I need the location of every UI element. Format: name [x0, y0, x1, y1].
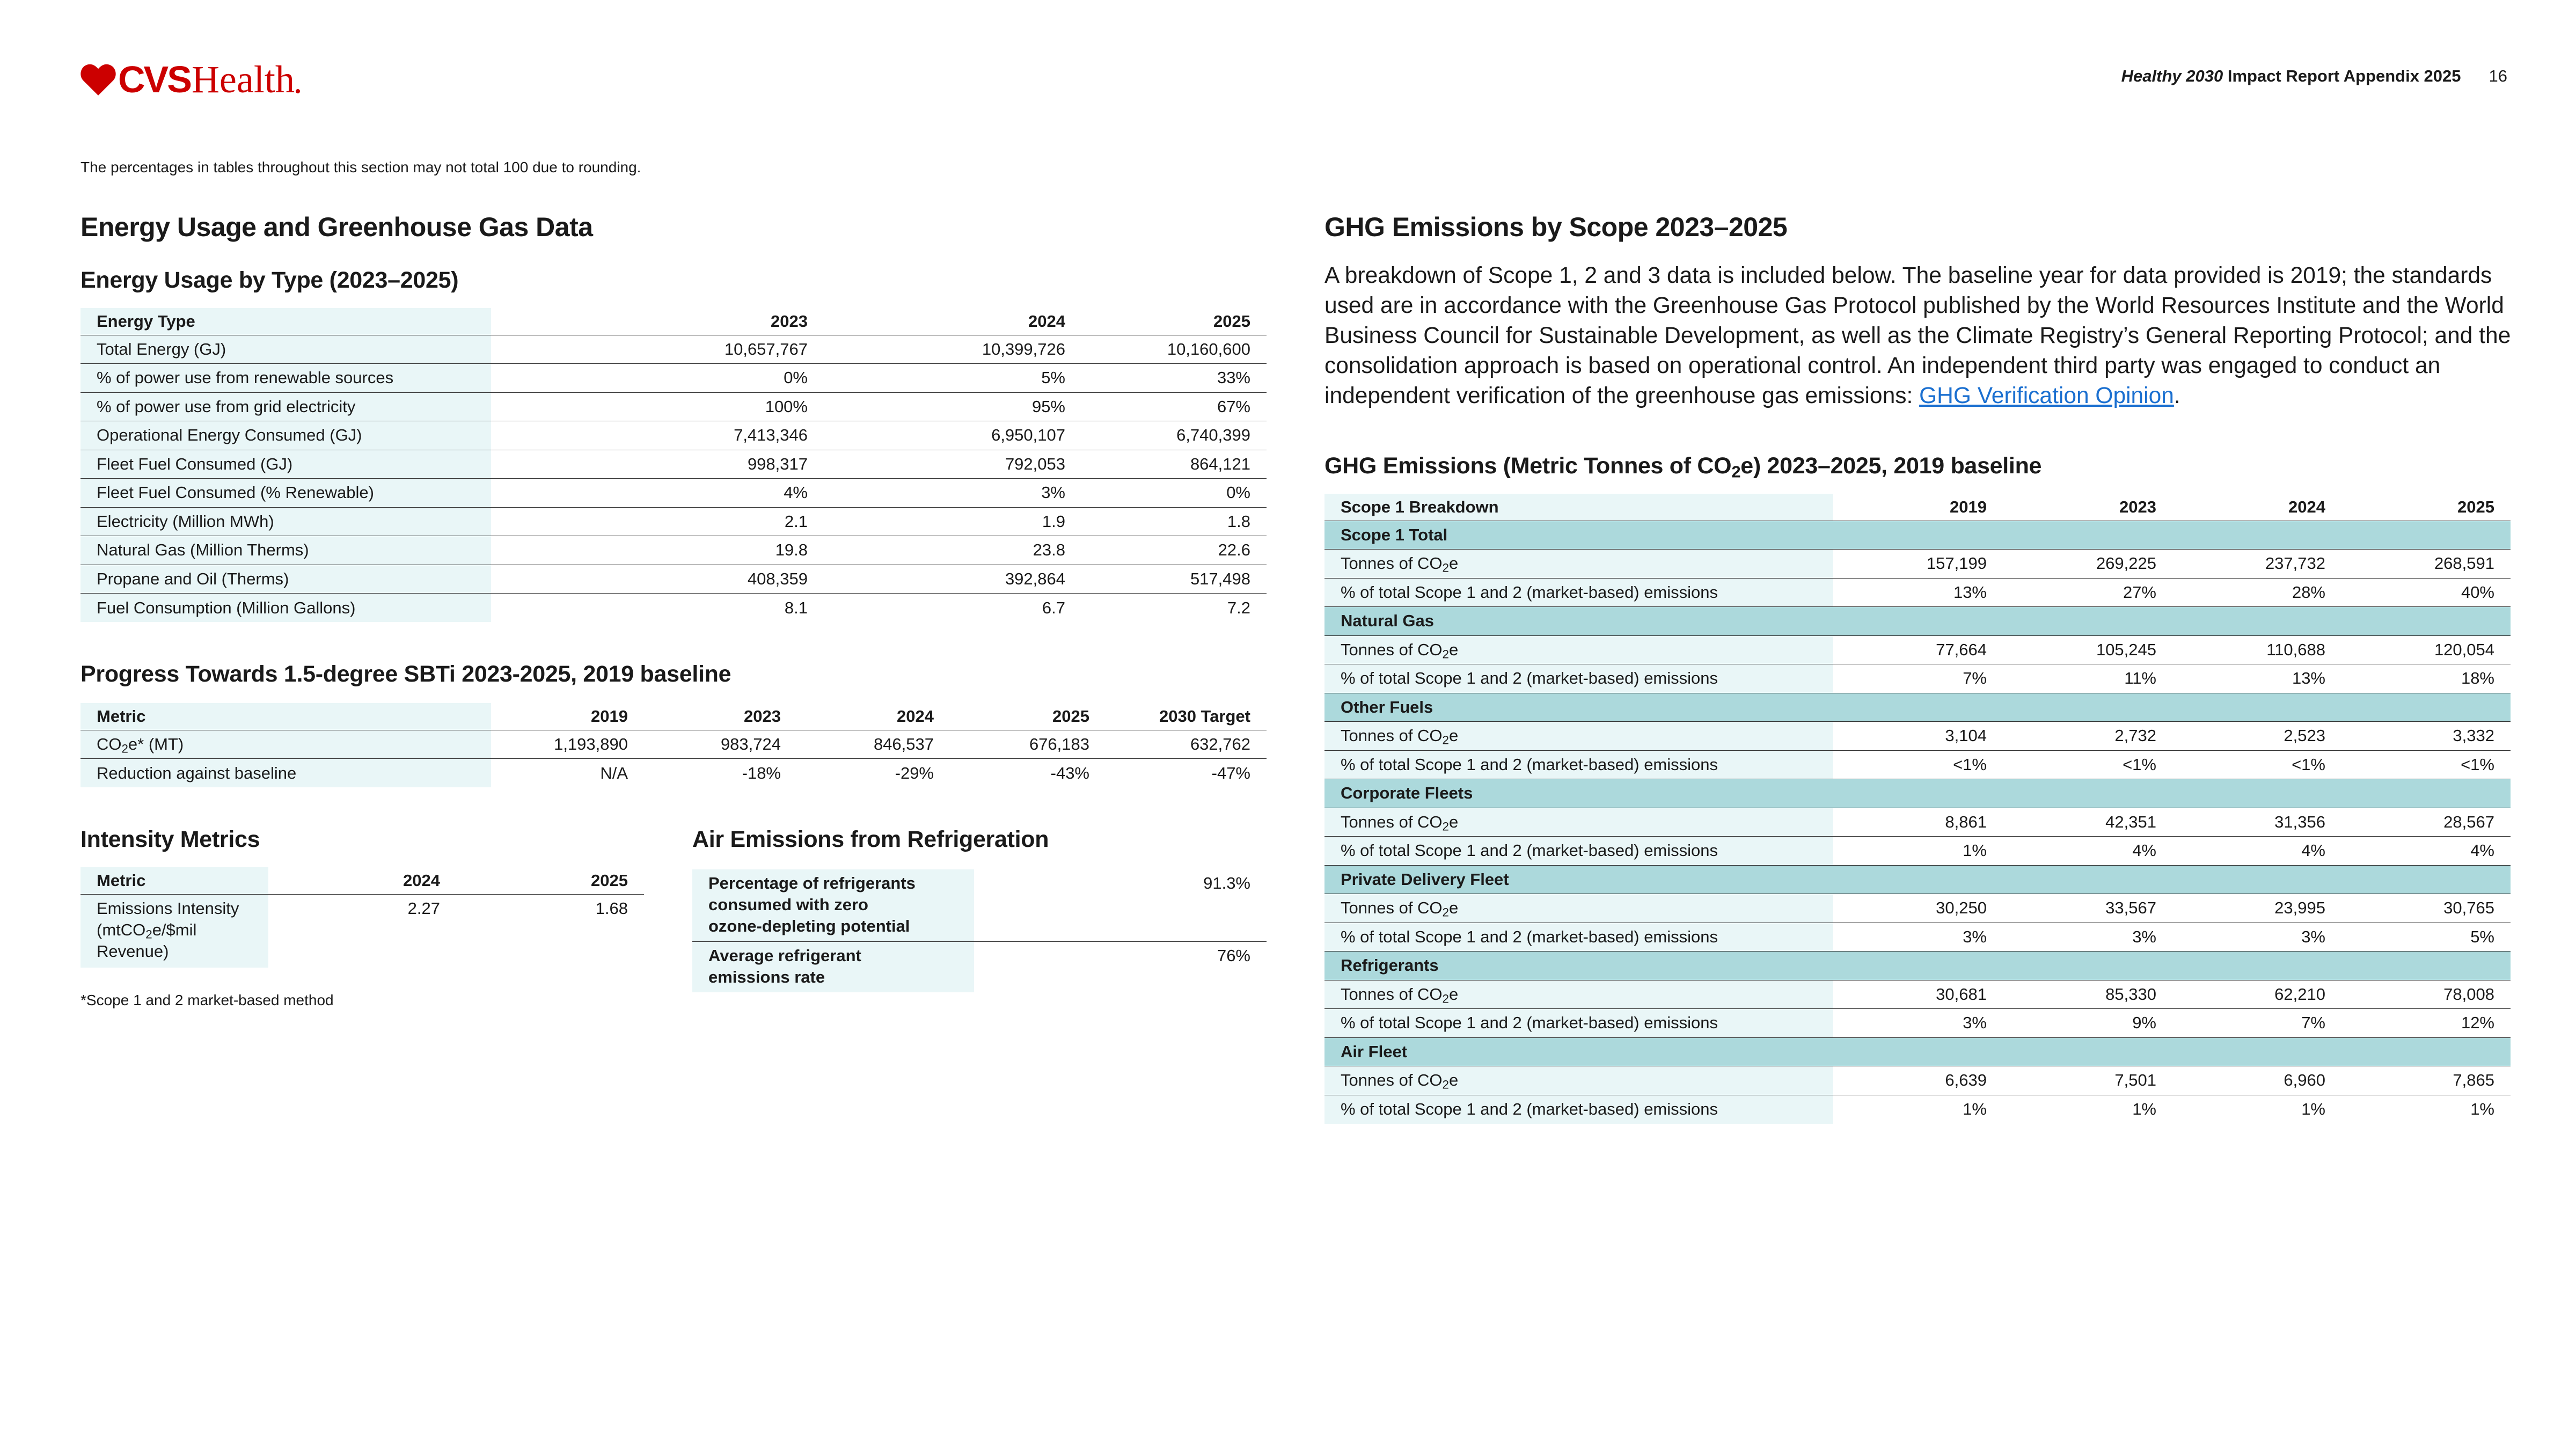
- report-title: [2121, 67, 2461, 86]
- label-part: e* (MT): [128, 734, 184, 753]
- ghg-description: [1324, 261, 2514, 411]
- label-part: Tonnes of CO: [1341, 1071, 1443, 1090]
- table-cell: 1%: [2003, 1095, 2172, 1124]
- table-cell: 4%: [2172, 837, 2341, 866]
- table-row: [80, 335, 1267, 364]
- table-cell: 76%: [974, 942, 1267, 993]
- table-cell: 110,688: [2172, 635, 2341, 664]
- section-label: Private Delivery Fleet: [1324, 865, 2511, 894]
- row-label: % of total Scope 1 and 2 (market-based) emissions: [1324, 578, 1833, 607]
- table-cell: 3%: [1833, 1009, 2003, 1038]
- table-cell: 632,762: [1106, 730, 1267, 759]
- table-cell: 269,225: [2003, 550, 2172, 579]
- energy-usage-table: [80, 308, 1267, 622]
- table-row: [1324, 1066, 2511, 1095]
- row-label: Operational Energy Consumed (GJ): [80, 421, 491, 450]
- row-label: [692, 942, 974, 993]
- refrigeration-title: Air Emissions from Refrigeration: [692, 826, 1049, 852]
- row-label: [1324, 980, 1833, 1009]
- table-row: [80, 392, 1267, 421]
- title-part: GHG Emissions (Metric Tonnes of CO: [1324, 453, 1732, 479]
- table-cell: 31,356: [2172, 808, 2341, 837]
- subscript: 2: [1442, 733, 1449, 747]
- subscript: 2: [1442, 647, 1449, 661]
- row-label: % of total Scope 1 and 2 (market-based) emissions: [1324, 837, 1833, 866]
- table-cell: <1%: [2003, 750, 2172, 779]
- table-cell: 7%: [1833, 664, 2003, 693]
- label-part: Emissions Intensity: [97, 898, 239, 918]
- table-cell: 120,054: [2341, 635, 2511, 664]
- table-row: [80, 536, 1267, 565]
- table-cell: 8.1: [491, 594, 824, 623]
- table-cell: <1%: [2172, 750, 2341, 779]
- subscript: 2: [1442, 819, 1449, 833]
- table-cell: 100%: [491, 392, 824, 421]
- table-cell: 0%: [1081, 479, 1267, 508]
- subscript: 2: [1442, 561, 1449, 575]
- table-cell: 517,498: [1081, 565, 1267, 594]
- description-text: A breakdown of Scope 1, 2 and 3 data is included below. The baseline year for data provided is 2019; the standards used are in accordance with the Greenhouse Gas Protocol published by the World Resources Institute and the World Business Council for Sustainable Development, as well as the Climate Registry’s General Reporting Protocol; and the consolidation approach is based on operational control. An independent third party was engaged to conduct an independent verification of the greenhouse gas emissions:: [1324, 263, 2511, 408]
- section-row: [1324, 1037, 2511, 1066]
- table-cell: 23.8: [824, 536, 1081, 565]
- logo-dot: [296, 89, 300, 93]
- table-row: [80, 730, 1267, 759]
- section-row: [1324, 779, 2511, 808]
- report-header: [2121, 67, 2507, 86]
- row-label: Propane and Oil (Therms): [80, 565, 491, 594]
- section-label: Refrigerants: [1324, 952, 2511, 980]
- logo-cvs-text: CVS: [118, 58, 191, 100]
- table-cell: 13%: [1833, 578, 2003, 607]
- section-row: [1324, 952, 2511, 980]
- section-title-energy-ghg: Energy Usage and Greenhouse Gas Data: [80, 212, 593, 242]
- table-cell: 3%: [1833, 923, 2003, 952]
- table-cell: 33%: [1081, 364, 1267, 393]
- table-row: [1324, 837, 2511, 866]
- table-cell: 85,330: [2003, 980, 2172, 1009]
- sbti-progress-title: Progress Towards 1.5-degree SBTi 2023-2025, 2019 baseline: [80, 661, 731, 687]
- refrigeration-table: [692, 869, 1267, 992]
- table-cell: 10,160,600: [1081, 335, 1267, 364]
- table-cell: 157,199: [1833, 550, 2003, 579]
- row-label: % of total Scope 1 and 2 (market-based) emissions: [1324, 923, 1833, 952]
- table-cell: 28,567: [2341, 808, 2511, 837]
- table-cell: 6,740,399: [1081, 421, 1267, 450]
- label-part: e: [1448, 640, 1459, 659]
- row-label: [1324, 808, 1833, 837]
- table-cell: 3%: [2172, 923, 2341, 952]
- table-cell: -43%: [950, 759, 1106, 788]
- table-header-row: [80, 703, 1267, 730]
- sbti-progress-table: [80, 703, 1267, 787]
- rounding-note: The percentages in tables throughout this section may not total 100 due to rounding.: [80, 159, 641, 175]
- row-label: [1324, 722, 1833, 751]
- table-cell: 10,399,726: [824, 335, 1081, 364]
- label-part: e: [1448, 554, 1459, 573]
- table-cell: 1.9: [824, 507, 1081, 536]
- column-header: 2019: [1950, 497, 1987, 516]
- table-header-row: [80, 867, 644, 894]
- table-cell: 0%: [491, 364, 824, 393]
- table-cell: 27%: [2003, 578, 2172, 607]
- table-cell: 67%: [1081, 392, 1267, 421]
- table-header-row: [80, 308, 1267, 335]
- table-cell: 676,183: [950, 730, 1106, 759]
- row-label: Reduction against baseline: [80, 759, 491, 788]
- section-row: [1324, 865, 2511, 894]
- row-label: [1324, 1066, 1833, 1095]
- table-cell: 2.27: [268, 894, 456, 968]
- table-cell: 2,523: [2172, 722, 2341, 751]
- label-part: e/$mil: [152, 920, 197, 939]
- column-header: 2025: [1213, 311, 1250, 331]
- table-cell: 1%: [1833, 1095, 2003, 1124]
- table-cell: 1%: [2341, 1095, 2511, 1124]
- table-row: [80, 450, 1267, 479]
- row-label: [80, 730, 491, 759]
- column-header: 2023: [771, 311, 808, 331]
- table-row: [1324, 1009, 2511, 1038]
- column-header: 2024: [897, 706, 934, 726]
- column-header: 2025: [591, 870, 628, 890]
- table-row: [80, 479, 1267, 508]
- section-label: Natural Gas: [1324, 607, 2511, 636]
- table-cell: 2.1: [491, 507, 824, 536]
- table-cell: 19.8: [491, 536, 824, 565]
- table-cell: 33,567: [2003, 894, 2172, 923]
- column-header: Scope 1 Breakdown: [1324, 494, 1833, 521]
- section-label: Corporate Fleets: [1324, 779, 2511, 808]
- subscript: 2: [1731, 462, 1741, 481]
- table-row: [1324, 980, 2511, 1009]
- table-header-row: [1324, 494, 2511, 521]
- table-cell: 8,861: [1833, 808, 2003, 837]
- table-row: [1324, 808, 2511, 837]
- table-cell: 95%: [824, 392, 1081, 421]
- column-header: 2023: [2119, 497, 2156, 516]
- table-cell: 30,250: [1833, 894, 2003, 923]
- table-row: [1324, 578, 2511, 607]
- table-row: [1324, 750, 2511, 779]
- table-cell: 30,681: [1833, 980, 2003, 1009]
- table-cell: 983,724: [644, 730, 797, 759]
- row-label: Fuel Consumption (Million Gallons): [80, 594, 491, 623]
- table-row: [1324, 635, 2511, 664]
- row-label: Fleet Fuel Consumed (% Renewable): [80, 479, 491, 508]
- table-row: [692, 869, 1267, 942]
- section-label: Scope 1 Total: [1324, 521, 2511, 550]
- subscript: 2: [1442, 905, 1449, 919]
- table-cell: 5%: [2341, 923, 2511, 952]
- table-cell: 268,591: [2341, 550, 2511, 579]
- table-row: [1324, 550, 2511, 579]
- table-cell: 78,008: [2341, 980, 2511, 1009]
- table-cell: 11%: [2003, 664, 2172, 693]
- column-header: Metric: [80, 703, 491, 730]
- table-cell: 2,732: [2003, 722, 2172, 751]
- table-cell: <1%: [1833, 750, 2003, 779]
- ghg-table-title: [1324, 453, 2041, 479]
- column-header: 2025: [1052, 706, 1089, 726]
- ghg-verification-link[interactable]: GHG Verification Opinion: [1919, 383, 2174, 408]
- row-label: % of total Scope 1 and 2 (market-based) emissions: [1324, 1095, 1833, 1124]
- table-cell: 4%: [491, 479, 824, 508]
- page-number: 16: [2489, 67, 2507, 85]
- table-row: [80, 894, 644, 968]
- label-part: Revenue): [97, 941, 169, 961]
- table-cell: <1%: [2341, 750, 2511, 779]
- row-label: % of total Scope 1 and 2 (market-based) emissions: [1324, 1009, 1833, 1038]
- table-row: [80, 421, 1267, 450]
- table-cell: 1%: [2172, 1095, 2341, 1124]
- table-cell: 91.3%: [1203, 874, 1250, 892]
- column-header: 2024: [403, 870, 440, 890]
- table-cell: 846,537: [797, 730, 950, 759]
- label-line: consumed with zero: [708, 895, 868, 914]
- table-row: [1324, 923, 2511, 952]
- table-row: [692, 942, 1267, 993]
- table-cell: 1,193,890: [491, 730, 644, 759]
- table-cell: 28%: [2172, 578, 2341, 607]
- column-header: 2024: [1028, 311, 1065, 331]
- table-cell: 40%: [2341, 578, 2511, 607]
- table-cell: 6,950,107: [824, 421, 1081, 450]
- label-part: e: [1448, 726, 1459, 745]
- ghg-scope-title: GHG Emissions by Scope 2023–2025: [1324, 212, 1788, 242]
- section-row: [1324, 693, 2511, 722]
- label-part: Tonnes of CO: [1341, 726, 1443, 745]
- column-header: 2023: [744, 706, 781, 726]
- row-label: % of power use from renewable sources: [80, 364, 491, 393]
- table-cell: 392,864: [824, 565, 1081, 594]
- label-line: Average refrigerant: [708, 946, 861, 965]
- table-row: [80, 565, 1267, 594]
- table-cell: 9%: [2003, 1009, 2172, 1038]
- heart-icon: [80, 63, 116, 96]
- table-cell: 7,865: [2341, 1066, 2511, 1095]
- row-label: [80, 894, 268, 968]
- table-row: [80, 507, 1267, 536]
- label-part: e: [1448, 984, 1459, 1004]
- subscript: 2: [1442, 992, 1449, 1006]
- table-cell: -47%: [1106, 759, 1267, 788]
- table-cell: 7,413,346: [491, 421, 824, 450]
- table-cell: 4%: [2003, 837, 2172, 866]
- table-cell: 77,664: [1833, 635, 2003, 664]
- table-cell: 5%: [824, 364, 1081, 393]
- cvs-health-logo: [80, 60, 300, 99]
- label-part: Tonnes of CO: [1341, 812, 1443, 831]
- row-label: % of power use from grid electricity: [80, 392, 491, 421]
- row-label: % of total Scope 1 and 2 (market-based) emissions: [1324, 664, 1833, 693]
- table-cell: 12%: [2341, 1009, 2511, 1038]
- table-row: [1324, 894, 2511, 923]
- label-part: CO: [97, 734, 122, 753]
- column-header: 2019: [591, 706, 628, 726]
- subscript: 2: [1442, 1078, 1449, 1092]
- table-cell: 1.8: [1081, 507, 1267, 536]
- table-cell: 792,053: [824, 450, 1081, 479]
- column-header: 2024: [2288, 497, 2325, 516]
- column-header: Energy Type: [80, 308, 491, 335]
- column-header: 2030 Target: [1159, 706, 1250, 726]
- row-label: [1324, 894, 1833, 923]
- energy-usage-title: Energy Usage by Type (2023–2025): [80, 267, 459, 293]
- table-cell: 864,121: [1081, 450, 1267, 479]
- table-cell: 62,210: [2172, 980, 2341, 1009]
- row-label: [692, 869, 974, 942]
- label-line: emissions rate: [708, 968, 825, 986]
- table-cell: 408,359: [491, 565, 824, 594]
- row-label: Fleet Fuel Consumed (GJ): [80, 450, 491, 479]
- label-part: Tonnes of CO: [1341, 640, 1443, 659]
- row-label: [1324, 635, 1833, 664]
- table-cell: 10,657,767: [491, 335, 824, 364]
- section-label: Air Fleet: [1324, 1037, 2511, 1066]
- table-cell: N/A: [491, 759, 644, 788]
- section-row: [1324, 607, 2511, 636]
- table-row: [80, 594, 1267, 623]
- table-cell: -29%: [797, 759, 950, 788]
- table-cell: 3,332: [2341, 722, 2511, 751]
- table-cell: 18%: [2341, 664, 2511, 693]
- table-cell: 42,351: [2003, 808, 2172, 837]
- table-row: [80, 759, 1267, 788]
- table-cell: 7,501: [2003, 1066, 2172, 1095]
- table-cell: 6,960: [2172, 1066, 2341, 1095]
- report-title-italic: Healthy 2030: [2121, 67, 2223, 85]
- table-cell: 998,317: [491, 450, 824, 479]
- table-cell: 6,639: [1833, 1066, 2003, 1095]
- label-part: Tonnes of CO: [1341, 984, 1443, 1004]
- table-row: [1324, 722, 2511, 751]
- label-line: Percentage of refrigerants: [708, 874, 916, 892]
- report-title-rest: Impact Report Appendix 2025: [2223, 67, 2461, 85]
- table-cell: 13%: [2172, 664, 2341, 693]
- intensity-metrics-title: Intensity Metrics: [80, 826, 260, 852]
- table-row: [1324, 664, 2511, 693]
- table-cell: 7.2: [1081, 594, 1267, 623]
- column-header: Metric: [80, 867, 268, 894]
- row-label: % of total Scope 1 and 2 (market-based) emissions: [1324, 750, 1833, 779]
- label-part: Tonnes of CO: [1341, 898, 1443, 918]
- table-cell: 3%: [824, 479, 1081, 508]
- table-cell: 6.7: [824, 594, 1081, 623]
- intensity-metrics-table: [80, 867, 644, 968]
- row-label: Electricity (Million MWh): [80, 507, 491, 536]
- subscript: 2: [145, 927, 152, 941]
- table-row: [80, 364, 1267, 393]
- title-part: e) 2023–2025, 2019 baseline: [1740, 453, 2042, 479]
- table-cell: -18%: [644, 759, 797, 788]
- footnote: *Scope 1 and 2 market-based method: [80, 992, 334, 1008]
- table-cell: 7%: [2172, 1009, 2341, 1038]
- table-cell: 105,245: [2003, 635, 2172, 664]
- row-label: Natural Gas (Million Therms): [80, 536, 491, 565]
- ghg-emissions-table: [1324, 494, 2511, 1124]
- table-cell: 1.68: [456, 894, 644, 968]
- row-label: [1324, 550, 1833, 579]
- label-part: e: [1448, 812, 1459, 831]
- column-header: 2025: [2457, 497, 2494, 516]
- period: .: [2174, 383, 2180, 408]
- section-label: Other Fuels: [1324, 693, 2511, 722]
- table-cell: 237,732: [2172, 550, 2341, 579]
- label-part: (mtCO: [97, 920, 146, 939]
- table-cell: 30,765: [2341, 894, 2511, 923]
- table-cell: 22.6: [1081, 536, 1267, 565]
- label-line: ozone-depleting potential: [708, 917, 910, 935]
- label-part: e: [1448, 1071, 1459, 1090]
- row-label: Total Energy (GJ): [80, 335, 491, 364]
- table-cell: 3,104: [1833, 722, 2003, 751]
- table-cell: 4%: [2341, 837, 2511, 866]
- subscript: 2: [121, 742, 128, 756]
- table-cell: 23,995: [2172, 894, 2341, 923]
- label-part: e: [1448, 898, 1459, 918]
- logo-health-text: Health: [191, 58, 295, 101]
- table-cell: 3%: [2003, 923, 2172, 952]
- table-row: [1324, 1095, 2511, 1124]
- table-cell: 1%: [1833, 837, 2003, 866]
- label-part: Tonnes of CO: [1341, 554, 1443, 573]
- section-row: [1324, 521, 2511, 550]
